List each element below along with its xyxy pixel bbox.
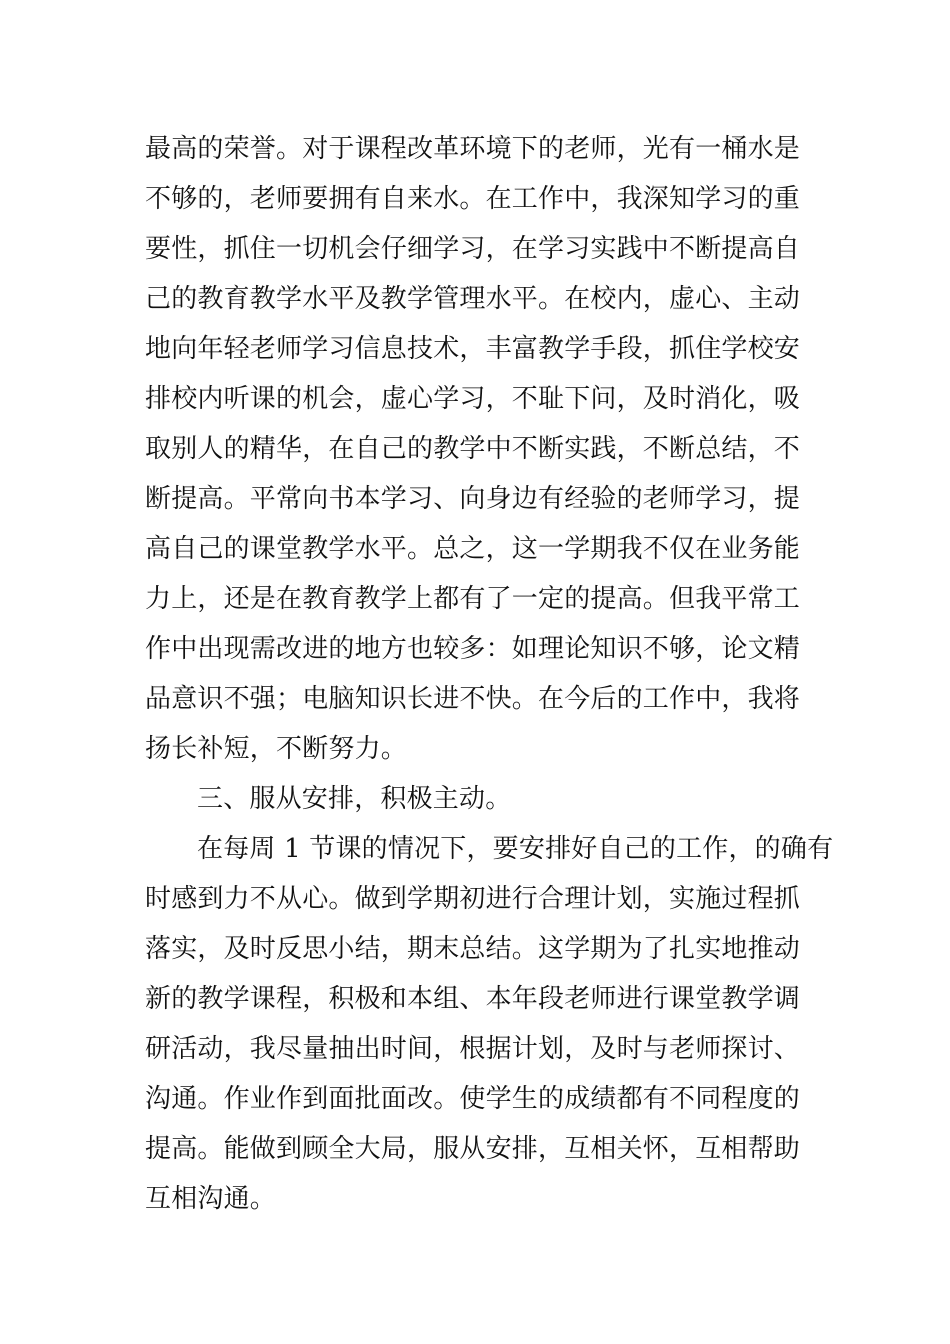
paragraph-1-line-6: 排校内听课的机会，虚心学习，不耻下问，及时消化，吸 xyxy=(145,384,801,414)
paragraph-1-line-10: 力上，还是在教育教学上都有了一定的提高。但我平常工 xyxy=(145,584,801,614)
paragraph-1-line-12: 品意识不强；电脑知识长进不快。在今后的工作中，我将 xyxy=(145,684,801,714)
paragraph-1-line-11: 作中出现需改进的地方也较多：如理论知识不够，论文精 xyxy=(145,634,801,664)
paragraph-2-line-2: 时感到力不从心。做到学期初进行合理计划，实施过程抓 xyxy=(145,884,801,914)
paragraph-2-line-8: 互相沟通。 xyxy=(145,1184,277,1214)
paragraph-1-line-7: 取别人的精华，在自己的教学中不断实践，不断总结，不 xyxy=(145,434,801,464)
paragraph-2-line-7: 提高。能做到顾全大局，服从安排，互相关怀，互相帮助 xyxy=(145,1134,801,1164)
paragraph-1-line-1: 最高的荣誉。对于课程改革环境下的老师，光有一桶水是 xyxy=(145,134,801,164)
paragraph-1-line-8: 断提高。平常向书本学习、向身边有经验的老师学习，提 xyxy=(145,484,801,514)
paragraph-1-line-5: 地向年轻老师学习信息技术，丰富教学手段，抓住学校安 xyxy=(145,334,801,364)
section-heading-3: 三、服从安排，积极主动。 xyxy=(197,784,512,814)
paragraph-1-line-2: 不够的，老师要拥有自来水。在工作中，我深知学习的重 xyxy=(145,184,801,214)
paragraph-1-line-4: 己的教育教学水平及教学管理水平。在校内，虚心、主动 xyxy=(145,284,801,314)
paragraph-2-line-6: 沟通。作业作到面批面改。使学生的成绩都有不同程度的 xyxy=(145,1084,801,1114)
paragraph-2-line-4: 新的教学课程，积极和本组、本年段老师进行课堂教学调 xyxy=(145,984,801,1014)
paragraph-2-line-3: 落实，及时反思小结，期末总结。这学期为了扎实地推动 xyxy=(145,934,801,964)
paragraph-1-line-9: 高自己的课堂教学水平。总之，这一学期我不仅在业务能 xyxy=(145,534,801,564)
paragraph-1-line-13: 扬长补短，不断努力。 xyxy=(145,734,408,764)
paragraph-1-line-3: 要性，抓住一切机会仔细学习，在学习实践中不断提高自 xyxy=(145,234,801,264)
paragraph-2-line-1: 在每周 1 节课的情况下，要安排好自己的工作，的确有 xyxy=(197,834,834,864)
paragraph-2-line-5: 研活动，我尽量抽出时间，根据计划，及时与老师探讨、 xyxy=(145,1034,801,1064)
